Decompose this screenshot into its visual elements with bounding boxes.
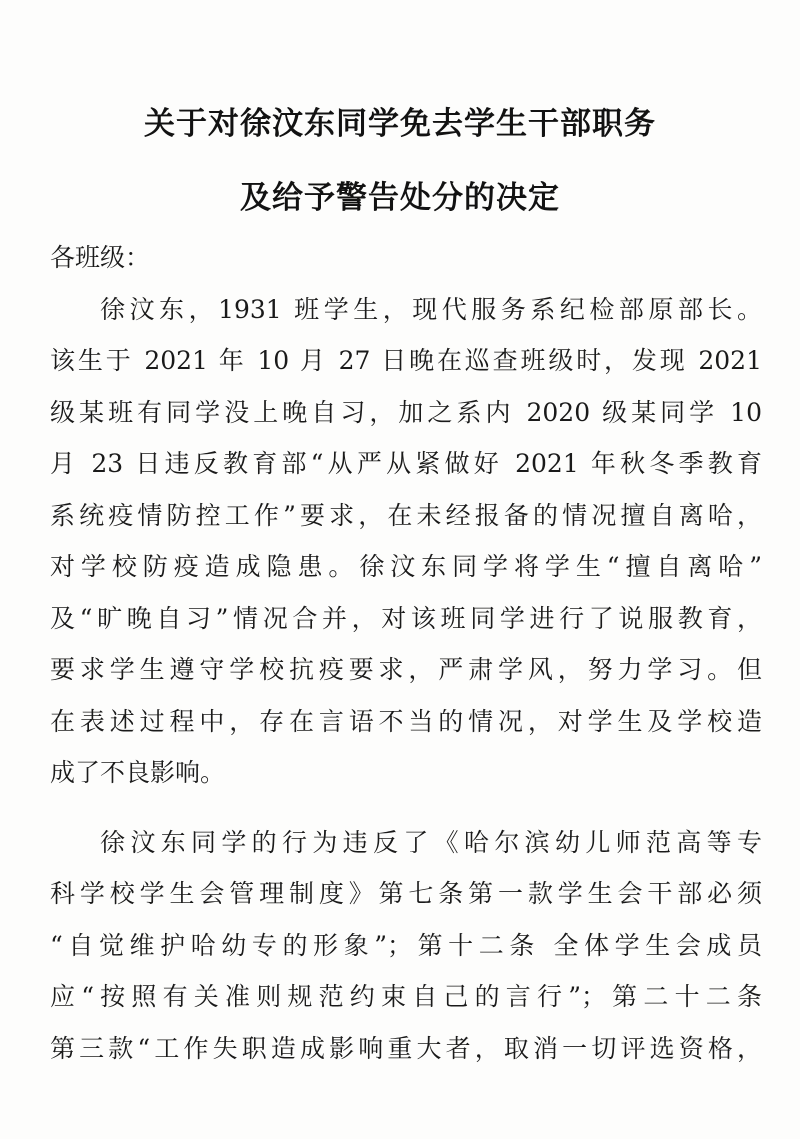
document-body xyxy=(50,232,762,1074)
paragraph-line: 科学校学生会管理制度》第七条第一款学生会干部必须 xyxy=(50,879,762,908)
salutation: 各班级： xyxy=(50,243,151,272)
paragraph-line: 月 23 日违反教育部“从严从紧做好 2021 年秋冬季教育 xyxy=(50,449,762,478)
paragraph-line: 应“按照有关准则规范约束自己的言行”；第二十二条 xyxy=(50,982,762,1011)
document-title-line-2: 及给予警告处分的决定 xyxy=(240,180,560,216)
paragraph-line: 级某班有同学没上晚自习，加之系内 2020 级某同学 10 xyxy=(50,397,762,427)
paragraph-line: 在表述过程中，存在言语不当的情况，对学生及学校造 xyxy=(50,706,762,736)
paragraph-1 xyxy=(50,284,762,799)
paragraph-line: 对学校防疫造成隐患。徐汶东同学将学生“擅自离哈” xyxy=(50,552,762,581)
paragraph-line: 徐汶东，1931 班学生，现代服务系纪检部原部长。 xyxy=(100,294,762,324)
paragraph-line: 及“旷晚自习”情况合并，对该班同学进行了说服教育， xyxy=(50,603,762,633)
paragraph-line: 成了不良影响。 xyxy=(50,758,226,787)
paragraph-2 xyxy=(50,817,762,1075)
paragraph-line: 系统疫情防控工作”要求，在未经报备的情况擅自离哈， xyxy=(50,500,762,530)
document-title-line-1: 关于对徐汶东同学免去学生干部职务 xyxy=(144,106,656,142)
paragraph-line: 第三款“工作失职造成影响重大者，取消一切评选资格， xyxy=(50,1033,762,1063)
paragraph-line: “自觉维护哈幼专的形象”；第十二条 全体学生会成员 xyxy=(50,930,762,960)
paragraph-line: 要求学生遵守学校抗疫要求，严肃学风，努力学习。但 xyxy=(50,655,762,684)
paragraph-line: 该生于 2021 年 10 月 27 日晚在巡查班级时，发现 2021 xyxy=(50,346,762,375)
paragraph-line: 徐汶东同学的行为违反了《哈尔滨幼儿师范高等专 xyxy=(100,827,762,857)
